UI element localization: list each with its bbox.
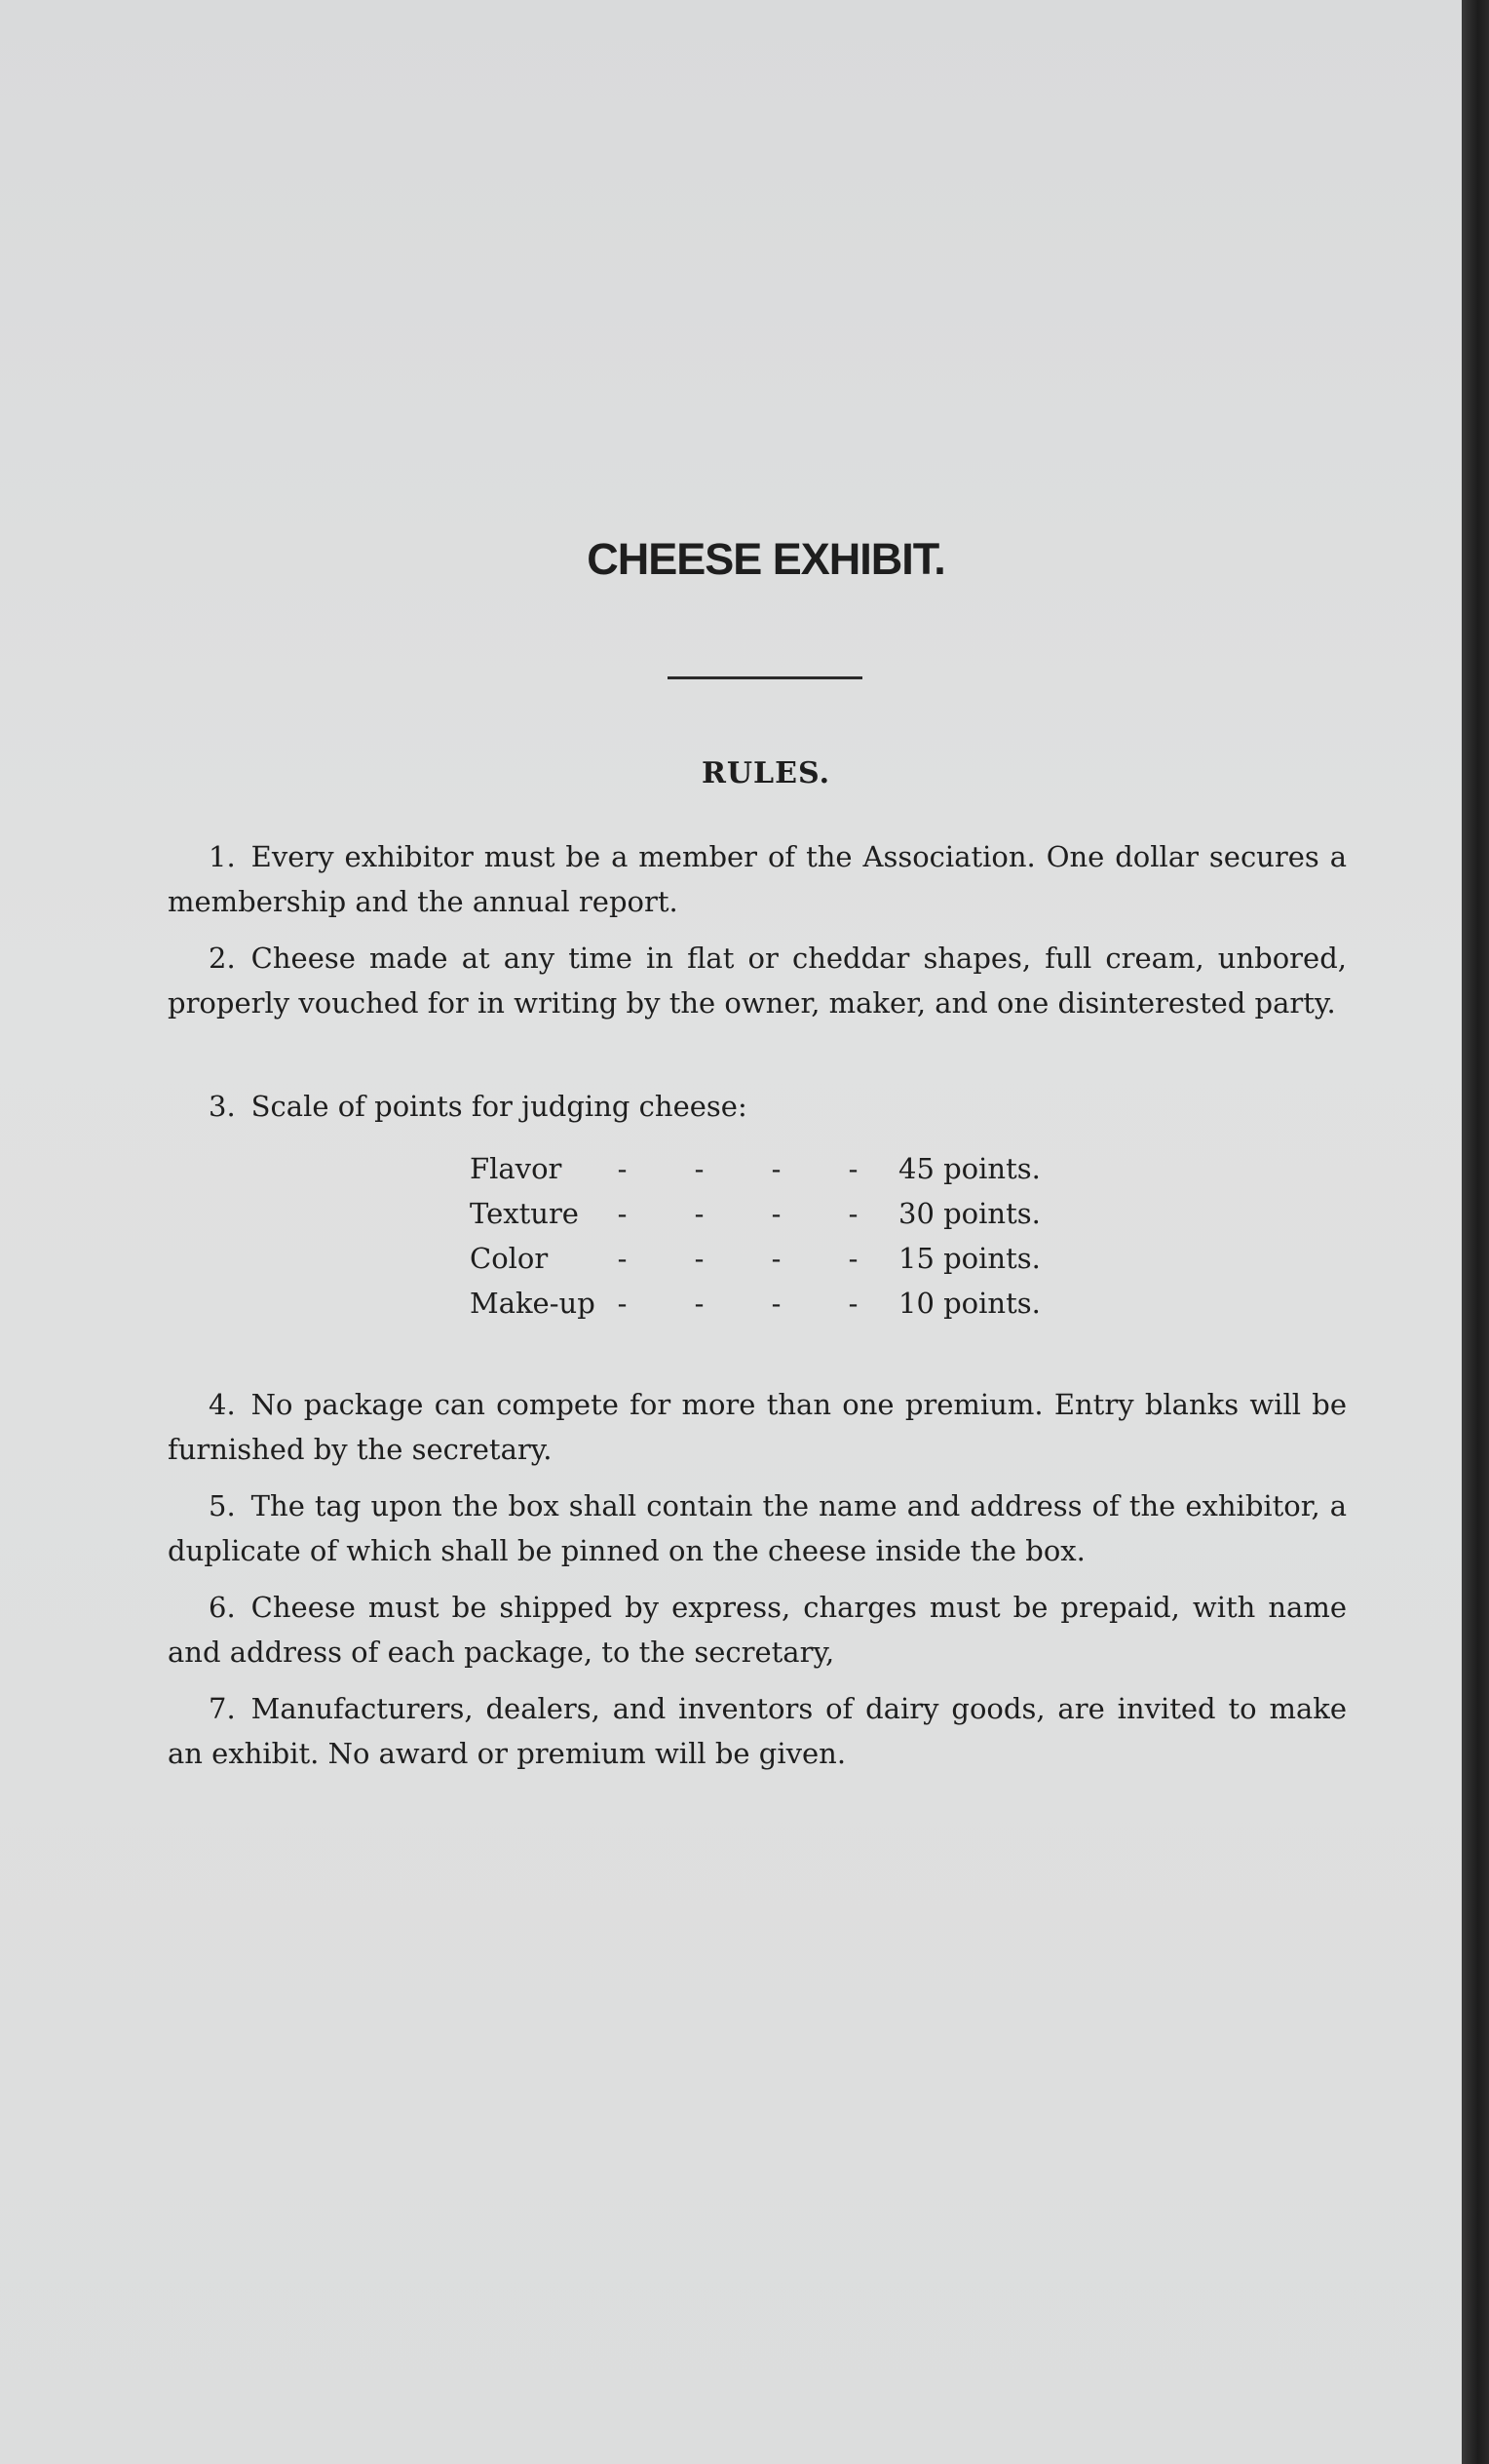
rule-number: 4. (209, 1388, 236, 1421)
rule-item (168, 1483, 1347, 1573)
rule-number: 2. (209, 942, 236, 975)
page-title: CHEESE EXHIBIT. (587, 534, 945, 584)
rule-item (168, 936, 1347, 1025)
rule-item (168, 1382, 1347, 1472)
scale-points: 15 points. (898, 1242, 1041, 1275)
scale-leader: - - - - (617, 1197, 888, 1230)
rule-text: Manufacturers, dealers, and inventors of dairy goods, are invited to make an exhibit. No award or premium will be given. (168, 1692, 1347, 1770)
scale-row (470, 1146, 1074, 1191)
scale-criterion: Texture (470, 1197, 579, 1230)
rule-number: 7. (209, 1692, 236, 1725)
rule-number: 1. (209, 840, 236, 873)
rule-text: The tag upon the box shall contain the name and address of the exhibitor, a duplicate of which shall be pinned on the cheese inside the box. (168, 1489, 1347, 1567)
rule-item (168, 1084, 1347, 1129)
scale-leader: - - - - (617, 1287, 888, 1320)
scale-row (470, 1236, 1074, 1281)
rule-text: Scale of points for judging cheese: (250, 1090, 747, 1123)
scale-of-points-table (470, 1146, 1074, 1326)
rules-heading: RULES. (701, 756, 831, 790)
scale-leader: - - - - (617, 1242, 888, 1275)
rule-number: 6. (209, 1591, 236, 1624)
rule-text: Every exhibitor must be a member of the Association. One dollar secures a membership and the annual report. (168, 840, 1347, 918)
title-divider (668, 676, 862, 679)
scale-points: 10 points. (898, 1287, 1041, 1320)
rule-number: 3. (209, 1090, 236, 1123)
rule-number: 5. (209, 1489, 236, 1522)
scale-criterion: Color (470, 1242, 549, 1275)
scale-points: 30 points. (898, 1197, 1041, 1230)
scale-points: 45 points. (898, 1152, 1041, 1185)
scale-criterion: Make-up (470, 1287, 595, 1320)
rule-text: Cheese must be shipped by express, charges must be prepaid, with name and address of each package, to the secretary, (168, 1591, 1347, 1669)
scale-criterion: Flavor (470, 1152, 562, 1185)
rule-text: No package can compete for more than one premium. Entry blanks will be furnished by the secretary. (168, 1388, 1347, 1466)
scale-row (470, 1281, 1074, 1326)
rule-item (168, 1686, 1347, 1776)
rule-item (168, 834, 1347, 924)
scale-row (470, 1191, 1074, 1236)
rule-item (168, 1585, 1347, 1675)
page-binding-edge (1462, 0, 1489, 2464)
scale-leader: - - - - (617, 1152, 888, 1185)
rule-text: Cheese made at any time in flat or cheddar shapes, full cream, unbored, properly vouched for in writing by the owner, maker, and one disinterested party. (168, 942, 1347, 1020)
